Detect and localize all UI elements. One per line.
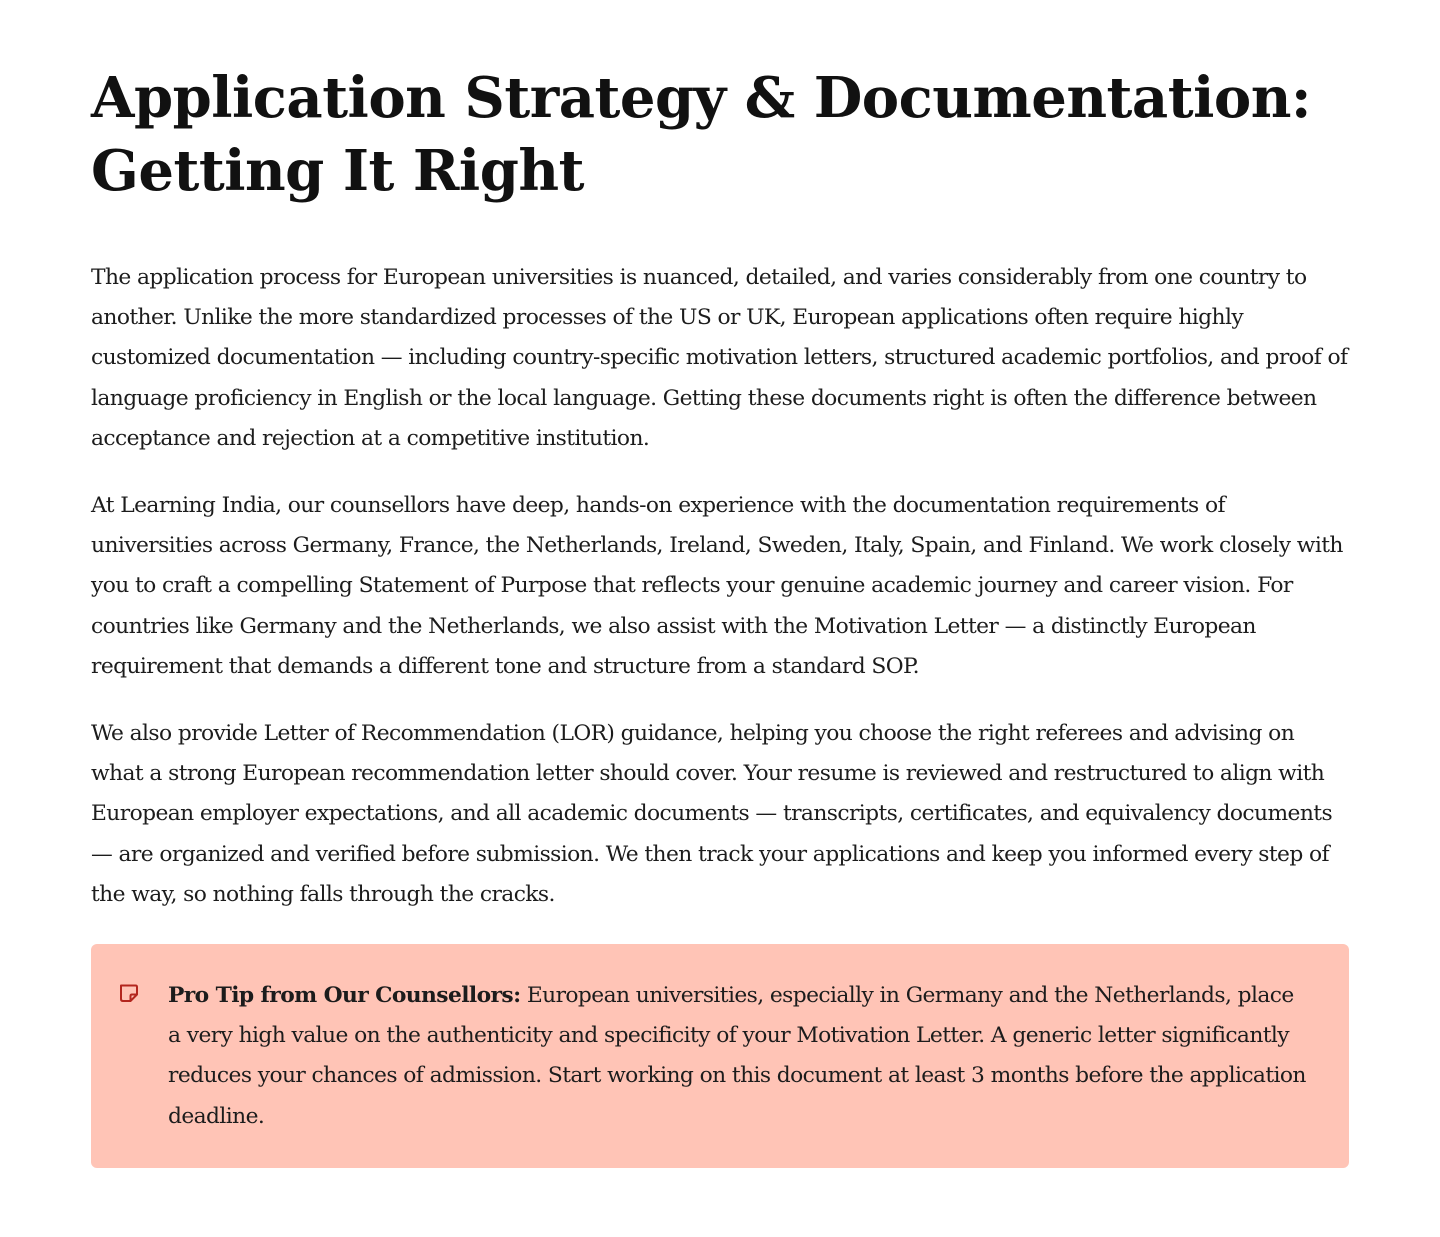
- pro-tip-text: [168, 976, 1309, 1137]
- page-title-line-2: Getting It Right: [91, 138, 584, 204]
- counsellors-paragraph: At Learning India, our counsellors have deep, hands-on experience with the documentation requirements of universities across Germany, France, the Netherlands, Ireland, Sweden, Italy, Spain, and Finland. We work closely with you to craft a compelling Statement of Purpose that reflects your genuine academic journey and career vision. For countries like Germany and the Netherlands, we also assist with the Motivation Letter — a distinctly European requirement that demands a different tone and structure from a standard SOP.: [91, 493, 1343, 679]
- article-section: [91, 62, 1349, 1168]
- pro-tip-body: European universities, especially in Germany and the Netherlands, place a very high value on the authenticity and specificity of your Motivation Letter. A generic letter significantly reduces your chances of admission. Start working on this document at least 3 months before the application deadline.: [168, 983, 1306, 1129]
- pro-tip-callout: [91, 944, 1349, 1168]
- page-title: [91, 62, 1349, 208]
- page-title-line-1: Application Strategy & Documentation:: [91, 65, 1312, 131]
- lor-guidance-paragraph: We also provide Letter of Recommendation (LOR) guidance, helping you choose the right referees and advising on what a strong European recommendation letter should cover. Your resume is reviewed and restructured to align with European employer expectations, and all academic documents — transcripts, certificates, and equivalency documents — are organized and verified before submission. We then track your applications and keep you informed every step of the way, so nothing falls through the cracks.: [91, 721, 1333, 907]
- pro-tip-label: Pro Tip from Our Counsellors:: [168, 983, 521, 1009]
- intro-paragraph: The application process for European universities is nuanced, detailed, and varies considerably from one country to another. Unlike the more standardized processes of the US or UK, European applications often require highly customized documentation — including country-specific motivation letters, structured academic portfolios, and proof of language proficiency in English or the local language. Getting these documents right is often the difference between acceptance and rejection at a competitive institution.: [91, 265, 1348, 451]
- note-icon: [118, 982, 140, 1004]
